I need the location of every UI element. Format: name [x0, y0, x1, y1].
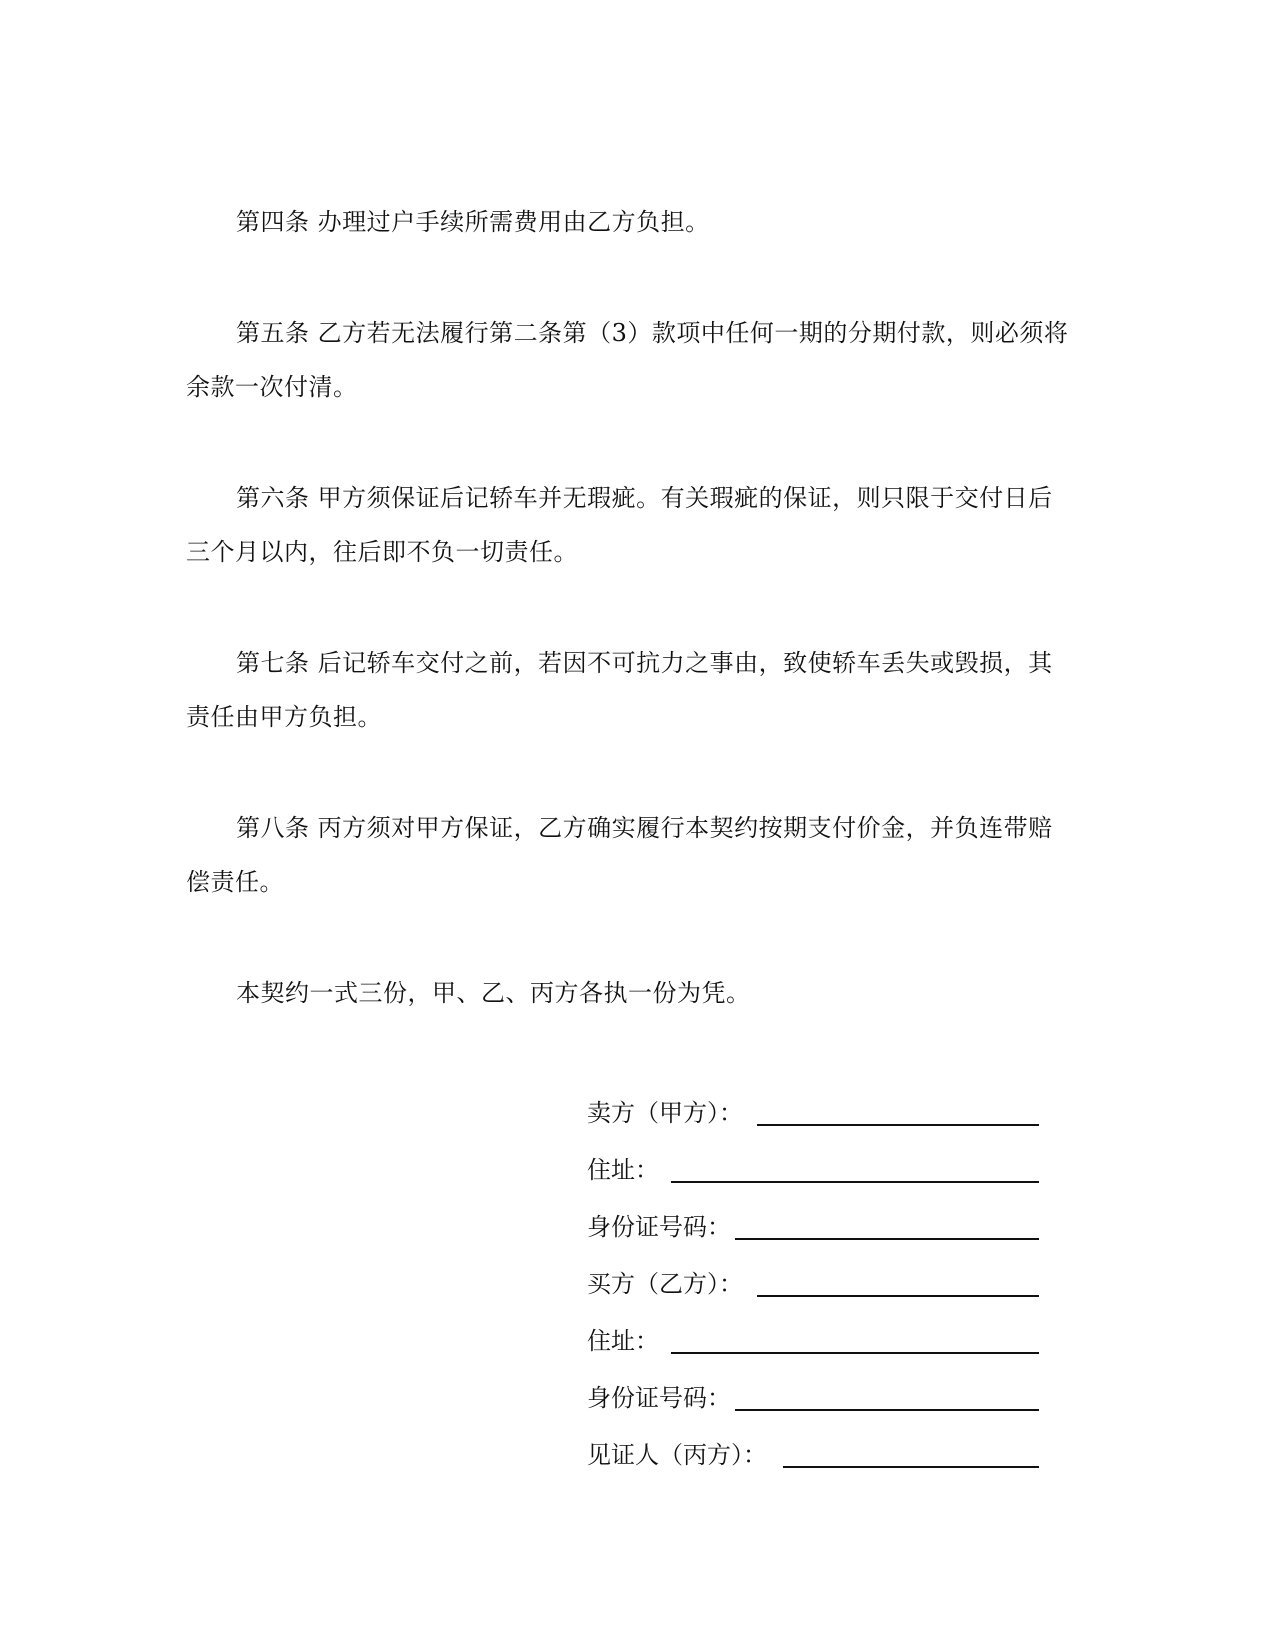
article-6-line-2: 三个月以内，往后即不负一切责任。 — [186, 538, 578, 566]
buyer-name-field — [587, 1268, 1047, 1300]
article-4-line-1: 第四条 办理过户手续所需费用由乙方负担。 — [236, 208, 710, 236]
article-8-line-1: 第八条 丙方须对甲方保证，乙方确实履行本契约按期支付价金，并负连带赔 — [236, 814, 1053, 842]
seller-id-label: 身份证号码： — [587, 1213, 731, 1241]
buyer-address-blank[interactable] — [671, 1352, 1039, 1354]
buyer-id-field — [587, 1382, 1047, 1414]
buyer-address-field — [587, 1325, 1047, 1357]
seller-id-blank[interactable] — [735, 1238, 1039, 1240]
witness-name-blank[interactable] — [783, 1466, 1039, 1468]
buyer-name-label: 买方（乙方）： — [587, 1270, 743, 1298]
seller-id-field — [587, 1211, 1047, 1243]
article-5-line-1: 第五条 乙方若无法履行第二条第（3）款项中任何一期的分期付款，则必须将 — [236, 319, 1069, 347]
article-7-line-1: 第七条 后记轿车交付之前，若因不可抗力之事由，致使轿车丢失或毁损，其 — [236, 649, 1053, 677]
buyer-name-blank[interactable] — [757, 1295, 1039, 1297]
seller-name-label: 卖方（甲方）： — [587, 1099, 743, 1127]
seller-address-field — [587, 1154, 1047, 1186]
buyer-address-label: 住址： — [587, 1327, 659, 1355]
article-8-line-2: 偿责任。 — [186, 868, 284, 896]
seller-name-field — [587, 1097, 1047, 1129]
witness-name-field — [587, 1439, 1047, 1471]
seller-address-label: 住址： — [587, 1156, 659, 1184]
seller-name-blank[interactable] — [757, 1124, 1039, 1126]
article-6-line-1: 第六条 甲方须保证后记轿车并无瑕疵。有关瑕疵的保证，则只限于交付日后 — [236, 484, 1053, 512]
article-7-line-2: 责任由甲方负担。 — [186, 703, 382, 731]
article-5-line-2: 余款一次付清。 — [186, 373, 358, 401]
closing-statement: 本契约一式三份，甲、乙、丙方各执一份为凭。 — [236, 979, 751, 1007]
witness-name-label: 见证人（丙方）： — [587, 1441, 767, 1469]
buyer-id-label: 身份证号码： — [587, 1384, 731, 1412]
buyer-id-blank[interactable] — [735, 1409, 1039, 1411]
seller-address-blank[interactable] — [671, 1181, 1039, 1183]
